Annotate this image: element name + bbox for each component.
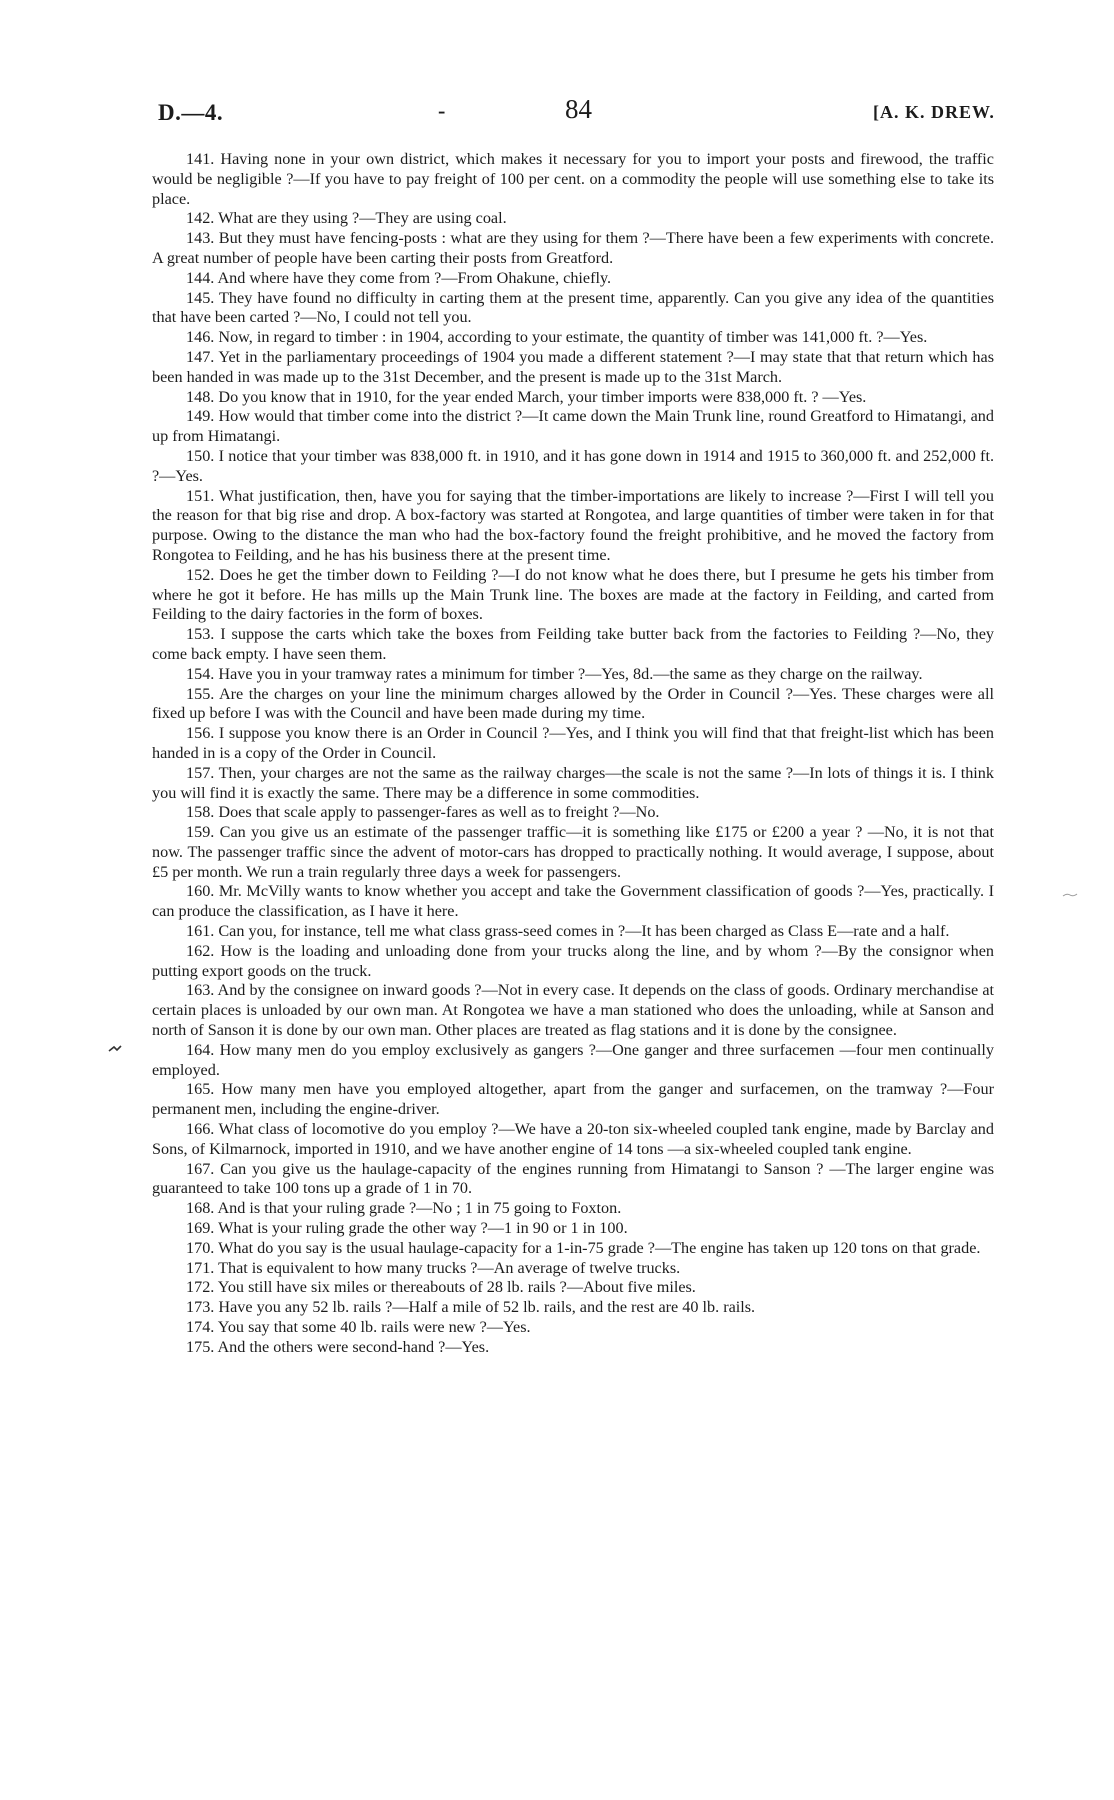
paragraph: 142. What are they using ?—They are using coal. (186, 209, 507, 228)
document-code: D.—4. (158, 100, 224, 125)
scan-artifact-mark (108, 1042, 122, 1058)
paragraph: 144. And where have they come from ?—From Ohakune, chiefly. (186, 268, 612, 287)
paragraph: 145. They have found no difficulty in carting them at the present time, apparently. Can you give any idea of the quantities that have been carted ?—No, I could not tell you. (152, 288, 994, 327)
evidence-body (152, 150, 994, 1358)
paragraph: 150. I notice that your timber was 838,000 ft. in 1910, and it has gone down in 1914 and 1915 to 360,000 ft. and 252,000 ft. ?—Yes. (152, 446, 994, 485)
paragraph: 143. But they must have fencing-posts : what are they using for them ?—There have been a few experiments with concrete. A great number of people have been carting their posts from Greatford. (152, 229, 994, 267)
paragraph: 154. Have you in your tramway rates a minimum for timber ?—Yes, 8d.—the same as they charge on the railway. (186, 664, 923, 683)
paragraph: 165. How many men have you employed altogether, apart from the ganger and surfacemen, on the tramway ?—Four permanent men, including the engine-driver. (152, 1080, 994, 1119)
paragraph: 156. I suppose you know there is an Order in Council ?—Yes, and I think you will find that that freight-list which has been handed in is a copy of the Order in Council. (152, 724, 994, 762)
paragraph: 166. What class of locomotive do you employ ?—We have a 20-ton six-wheeled coupled tank engine, made by Barclay and Sons, of Kilmarnock, imported in 1910, and we have another engine of 14 tons —a six-wheeled coupled tank engine. (152, 1120, 994, 1158)
paragraph: 172. You still have six miles or thereabouts of 28 lb. rails ?—About five miles. (186, 1278, 696, 1297)
paragraph: 157. Then, your charges are not the same as the railway charges—the scale is not the same ?—In lots of things it is. I think you will find it is exactly the same. There may be a difference in some commodities. (152, 763, 994, 802)
paragraph: 159. Can you give us an estimate of the passenger traffic—it is something like £175 or £200 a year ? —No, it is not that now. The passenger traffic since the advent of motor-cars has dropped to practically nothing. It would average, I suppose, about £5 per month. We run a train regularly three days a week for passengers. (152, 823, 994, 881)
paragraph: 168. And is that your ruling grade ?—No ; 1 in 75 going to Foxton. (186, 1199, 622, 1218)
paragraph: 171. That is equivalent to how many trucks ?—An average of twelve trucks. (186, 1258, 681, 1277)
scan-artifact-mark (1062, 886, 1078, 902)
paragraph: 163. And by the consignee on inward goods ?—Not in every case. It depends on the class of goods. Ordinary merchandise at certain places is unloaded by our own man. At Rongotea we have a man stationed who does the unloading, while at Sanson and north of Sanson it is done by our own man. Other places are treated as flag stations and it is done by the consignee. (152, 981, 994, 1040)
page-header (0, 94, 1114, 134)
paragraph: 153. I suppose the carts which take the boxes from Feilding take butter back from the factories to Feilding ?—No, they come back empty. I have seen them. (152, 625, 994, 663)
paragraph: 167. Can you give us the haulage-capacity of the engines running from Himatangi to Sanson ? —The larger engine was guaranteed to take 100 tons up a grade of 1 in 70. (152, 1159, 994, 1198)
paragraph: 147. Yet in the parliamentary proceedings of 1904 you made a different statement ?—I may state that that return which has been handed in was made up to the 31st December, and the present is made up to the 31st March. (152, 347, 994, 386)
paragraph: 141. Having none in your own district, which makes it necessary for you to import your posts and firewood, the traffic would be negligible ?—If you have to pay freight of 100 per cent. on a commodity the people will use something else to take its place. (152, 150, 994, 208)
witness-name: [A. K. DREW. (873, 102, 995, 122)
paragraph: 148. Do you know that in 1910, for the year ended March, your timber imports were 838,000 ft. ? —Yes. (186, 387, 867, 406)
paragraph: 164. How many men do you employ exclusively as gangers ?—One ganger and three surfacemen —four men continually employed. (152, 1040, 994, 1079)
paragraph: 152. Does he get the timber down to Feilding ?—I do not know what he does there, but I presume he gets his timber from where he got it before. He has mills up the Main Trunk line. The boxes are made at the factory in Feilding, and carted from Feilding to the dairy factories in the form of boxes. (152, 565, 994, 624)
paragraph: 155. Are the charges on your line the minimum charges allowed by the Order in Council ?—Yes. These charges were all fixed up before I was with the Council and have been made during my time. (152, 684, 994, 723)
paragraph: 174. You say that some 40 lb. rails were new ?—Yes. (186, 1318, 531, 1337)
page-number: 84 (565, 94, 592, 124)
paragraph: 169. What is your ruling grade the other way ?—1 in 90 or 1 in 100. (186, 1219, 628, 1238)
paragraph: 149. How would that timber come into the district ?—It came down the Main Trunk line, round Greatford to Himatangi, and up from Himatangi. (152, 407, 994, 446)
header-dash: - (438, 98, 446, 123)
paragraph: 162. How is the loading and unloading done from your trucks along the line, and by whom ?—By the consignor when putting export goods on the truck. (152, 941, 994, 980)
paragraph: 160. Mr. McVilly wants to know whether you accept and take the Government classification of goods ?—Yes, practically. I can produce the classification, as I have it here. (152, 882, 994, 921)
paragraph: 170. What do you say is the usual haulage-capacity for a 1-in-75 grade ?—The engine has taken up 120 tons on that grade. (186, 1238, 981, 1257)
paragraph: 173. Have you any 52 lb. rails ?—Half a mile of 52 lb. rails, and the rest are 40 lb. rails. (186, 1298, 756, 1317)
paragraph: 175. And the others were second-hand ?—Yes. (186, 1337, 490, 1356)
paragraph: 146. Now, in regard to timber : in 1904, according to your estimate, the quantity of timber was 141,000 ft. ?—Yes. (186, 328, 928, 347)
paragraph: 158. Does that scale apply to passenger-fares as well as to freight ?—No. (186, 803, 660, 822)
paragraph: 161. Can you, for instance, tell me what class grass-seed comes in ?—It has been charged as Class E—rate and a half. (186, 922, 950, 941)
paragraph: 151. What justification, then, have you for saying that the timber-importations are likely to increase ?—First I will tell you the reason for that big rise and drop. A box-factory was started at Rongotea, and large quantities of timber were taken in for that purpose. Owing to the distance the man who had the box-factory found the freight prohibitive, and he moved the factory from Rongotea to Feilding, and he has his business there at the present time. (152, 486, 994, 564)
